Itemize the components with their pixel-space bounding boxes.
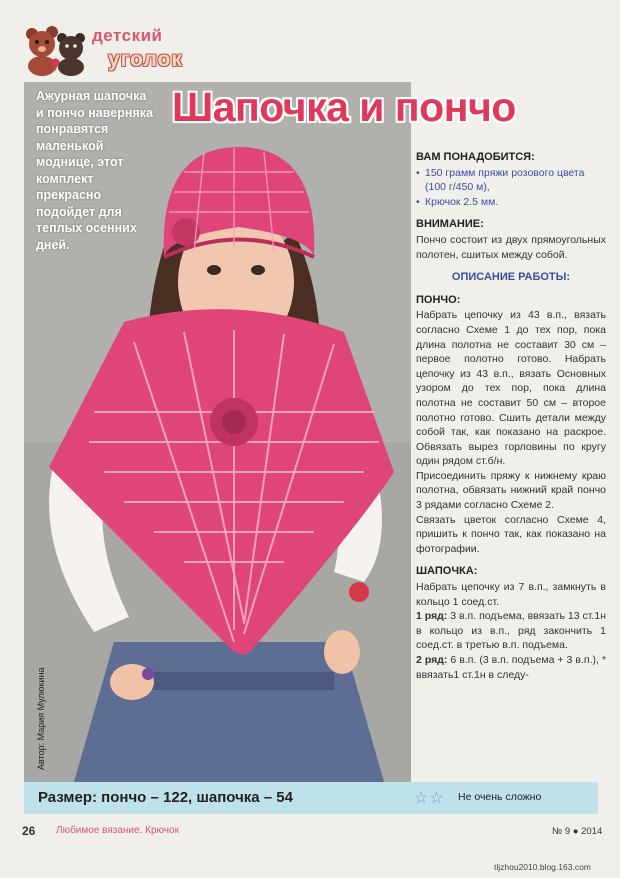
- row-text: 6 в.п. (3 в.п. подъема + 3 в.п.), * ввязать1 ст.1н в следу-: [416, 654, 606, 681]
- poncho-paragraph: Связать цветок согласно Схеме 4, пришить к пончо так, как показано на фотографии.: [416, 513, 606, 555]
- section-name-top: детский: [92, 26, 163, 45]
- row-text: 3 в.п. подъема, ввязать 13 ст.1н в кольцо из в.п., ряд закончить 1 соед.ст. в третью в.п. подъема.: [416, 610, 606, 652]
- materials-item: • Крючок 2.5 мм.: [416, 195, 606, 210]
- watermark: tljzhou2010.blog.163.com: [494, 862, 591, 872]
- magazine-name: Любимое вязание. Крючок: [56, 825, 179, 836]
- difficulty-label: Не очень сложно: [458, 791, 542, 803]
- hat-heading: ШАПОЧКА:: [416, 565, 478, 578]
- work-heading: ОПИСАНИЕ РАБОТЫ:: [451, 271, 571, 284]
- section-name-bottom: уголок: [108, 48, 183, 71]
- materials-heading: ВАМ ПОНАДОБИТСЯ:: [416, 151, 535, 163]
- poncho-heading: ПОНЧО:: [416, 293, 461, 306]
- instructions-column: [416, 150, 606, 682]
- intro-text: Ажурная шапочка и пончо наверняка понравятся маленькой моднице, этот комплект прекрасно подойдет для теплых осенних дней.: [36, 89, 153, 252]
- row-label: 1 ряд:: [416, 610, 448, 623]
- attention-heading: ВНИМАНИЕ:: [416, 218, 484, 231]
- hat-row-1: [416, 609, 606, 653]
- page-number: 26: [22, 824, 36, 838]
- issue-number: № 9 ● 2014: [552, 826, 603, 837]
- size-text: Размер: пончо – 122, шапочка – 54: [38, 789, 293, 806]
- row-label: 2 ряд:: [416, 654, 448, 666]
- page-title: Шапочка и пончо: [172, 84, 516, 130]
- photo-credit: Автор: Мария Мулюкина: [36, 667, 46, 770]
- materials-item: • 150 грамм пряжи розового цвета (100 г/450 м),: [416, 166, 606, 195]
- size-bar: [24, 782, 598, 814]
- hat-intro: Набрать цепочку из 7 в.п., замкнуть в кольцо 1 соед.ст.: [416, 581, 606, 608]
- teddy-bears-icon: [22, 24, 86, 76]
- section-logo: [22, 22, 222, 80]
- poncho-paragraph: Набрать цепочку из 43 в.п., вязать согласно Схеме 1 до тех пор, пока длина полотна не составит 30 см – первое полотно готово. Набрать цепочку из 43 в.п., вязать Основных узором до тех пор, пока длина полотна не составит 50 см – второе полотно готово. Сшить детали между собой так, как показано на раскрое. Обвязать вырез горловины по кругу один рядом ст.б/н.: [416, 309, 606, 468]
- difficulty-stars-icon: ☆☆: [414, 790, 445, 807]
- attention-text: Пончо состоит из двух прямоугольных полотен, сшитых между собой.: [416, 233, 606, 261]
- hat-row-2: [416, 653, 606, 682]
- poncho-paragraph: Присоединить пряжу к нижнему краю полотна, обвязать нижний край пончо 3 рядами согласно Схеме 2.: [416, 469, 606, 512]
